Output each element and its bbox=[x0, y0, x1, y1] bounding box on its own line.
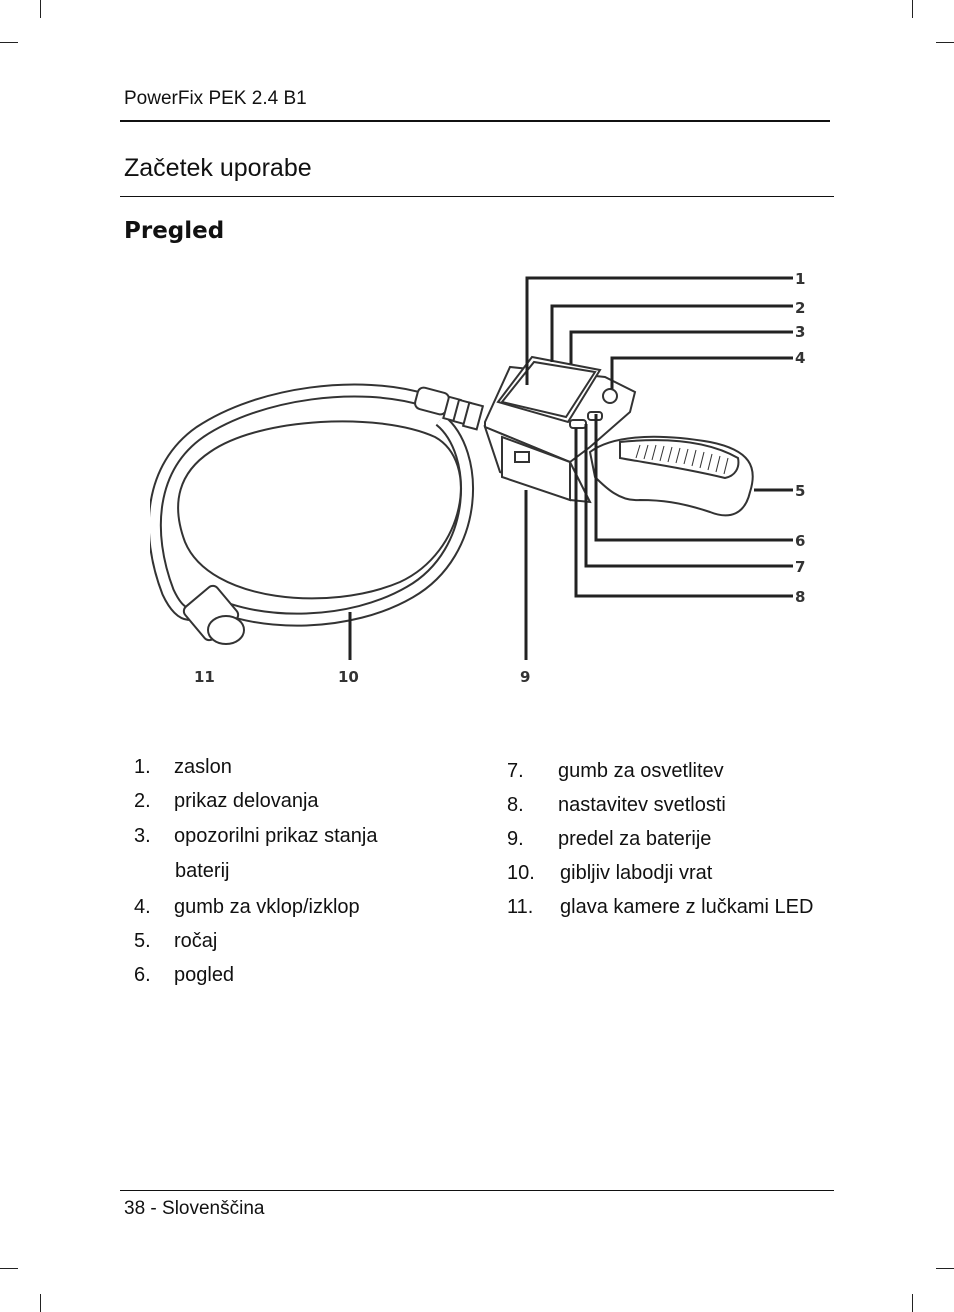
callout-11: 11 bbox=[194, 668, 215, 686]
crop-mark bbox=[912, 1294, 913, 1312]
light-button bbox=[570, 420, 586, 428]
device-handle bbox=[590, 437, 753, 516]
legend-text: zaslon bbox=[174, 756, 232, 778]
legend-text: ročaj bbox=[174, 930, 218, 952]
callout-4: 4 bbox=[795, 349, 806, 367]
legend-number: 11. bbox=[507, 896, 534, 918]
legend-number: 3. bbox=[134, 825, 151, 847]
power-button bbox=[603, 389, 617, 403]
legend-number: 6. bbox=[134, 964, 151, 986]
leader-line-2 bbox=[552, 306, 793, 362]
header-rule bbox=[120, 120, 830, 122]
callout-8: 8 bbox=[795, 588, 806, 606]
legend-text-continued: baterij bbox=[175, 860, 230, 882]
device-diagram bbox=[150, 262, 830, 702]
callout-3: 3 bbox=[795, 323, 806, 341]
callout-6: 6 bbox=[795, 532, 806, 550]
legend-number: 9. bbox=[507, 828, 524, 850]
legend-text: opozorilni prikaz stanja bbox=[174, 825, 378, 847]
callout-9: 9 bbox=[520, 668, 531, 686]
section-title: Začetek uporabe bbox=[124, 154, 312, 182]
legend-text: pogled bbox=[174, 964, 235, 986]
leader-line-4 bbox=[612, 358, 793, 389]
crop-mark bbox=[912, 0, 913, 18]
legend-text: gibljiv labodji vrat bbox=[560, 862, 713, 884]
section-subtitle: Pregled bbox=[124, 218, 225, 244]
legend-number: 4. bbox=[134, 896, 151, 918]
page-footer: 38 - Slovenščina bbox=[124, 1198, 265, 1219]
crop-mark bbox=[40, 0, 41, 18]
footer-rule bbox=[120, 1190, 834, 1191]
legend-text: gumb za osvetlitev bbox=[558, 760, 724, 782]
legend-number: 5. bbox=[134, 930, 151, 952]
header-title: PowerFix PEK 2.4 B1 bbox=[124, 88, 307, 109]
callout-2: 2 bbox=[795, 299, 806, 317]
legend-text: glava kamere z lučkami LED bbox=[560, 896, 814, 918]
section-rule bbox=[120, 196, 834, 197]
legend-number: 10. bbox=[507, 862, 535, 884]
crop-mark bbox=[936, 1268, 954, 1269]
legend-number: 2. bbox=[134, 790, 151, 812]
legend-text: prikaz delovanja bbox=[174, 790, 319, 812]
crop-mark bbox=[936, 42, 954, 43]
legend-text: gumb za vklop/izklop bbox=[174, 896, 360, 918]
callout-1: 1 bbox=[795, 270, 806, 288]
legend-number: 7. bbox=[507, 760, 524, 782]
legend-text: nastavitev svetlosti bbox=[558, 794, 726, 816]
crop-mark bbox=[40, 1294, 41, 1312]
callout-10: 10 bbox=[338, 668, 359, 686]
callout-5: 5 bbox=[795, 482, 806, 500]
legend-text: predel za baterije bbox=[558, 828, 712, 850]
legend-number: 1. bbox=[134, 756, 151, 778]
camera-head bbox=[181, 583, 244, 644]
crop-mark bbox=[0, 42, 18, 43]
legend-number: 8. bbox=[507, 794, 524, 816]
callout-7: 7 bbox=[795, 558, 806, 576]
crop-mark bbox=[0, 1268, 18, 1269]
